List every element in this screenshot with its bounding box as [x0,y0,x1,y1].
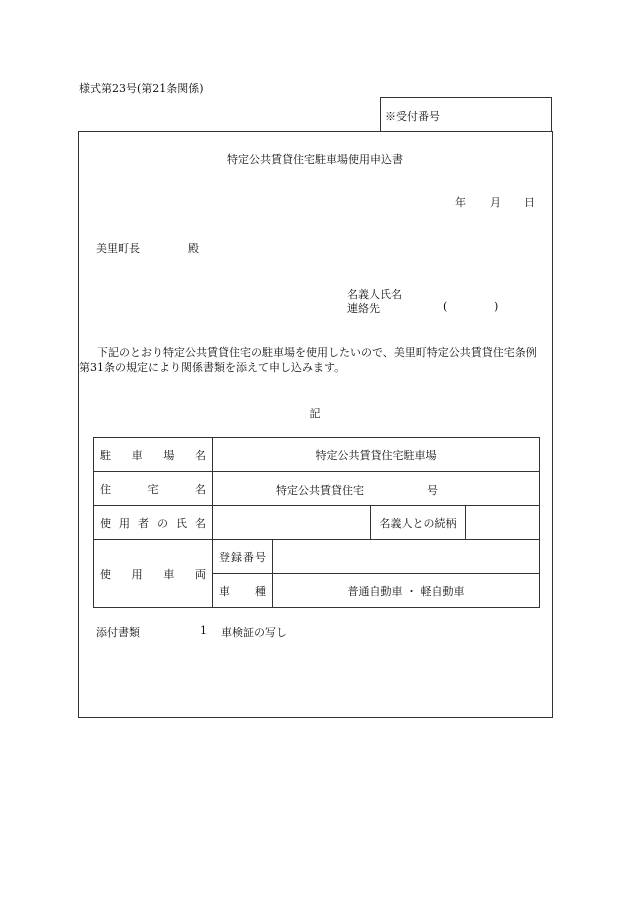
user-name-label: 使用者の氏名 [94,506,213,540]
table-row-vehicle-reg [94,540,540,574]
ki-heading: 記 [309,407,321,420]
form-frame [78,131,553,718]
application-statement: 下記のとおり特定公共賃貸住宅の駐車場を使用したいので、美里町特定公共賃貸住宅条例第31条の規定により関係書類を添えて申し込みます。 [79,346,537,374]
relation-field[interactable] [466,506,540,540]
registration-number-label: 登録番号 [213,540,273,574]
form-number: 様式第23号(第21条関係) [79,82,204,95]
vehicle-label: 使用車両 [94,540,213,608]
user-name-field[interactable] [213,506,371,540]
attachments-label: 添付書類 [96,626,140,639]
contact-paren-open: ( [443,300,448,313]
table-row-user [94,506,540,540]
registration-number-field[interactable] [273,540,540,574]
house-name-label: 住宅名 [94,472,213,506]
addressee: 美里町長 [96,242,140,255]
table-row-parking [94,438,540,472]
table-row-house [94,472,540,506]
date-day-label: 日 [524,196,535,209]
attachment-number: 1 [200,624,207,637]
applicant-name-label: 名義人氏名 [347,288,402,301]
document-title: 特定公共賃貸住宅駐車場使用申込書 [227,153,403,166]
parking-name-label: 駐車場名 [94,438,213,472]
contact-paren-close: ) [494,300,499,313]
contact-label: 連絡先 [347,302,380,315]
receipt-number-label: ※受付番号 [385,110,440,123]
relation-label: 名義人との続柄 [371,506,466,540]
addressee-honorific: 殿 [188,242,199,255]
attachment-item: 車検証の写し [221,626,287,639]
vehicle-type-label: 車種 [213,574,273,608]
parking-name-value: 特定公共賃貸住宅駐車場 [213,438,540,472]
date-year-label: 年 [455,196,466,209]
receipt-number-box [380,97,552,131]
vehicle-type-options[interactable]: 普通自動車 ・ 軽自動車 [273,574,540,608]
house-name-value-cell [213,472,540,506]
house-name-value: 特定公共賃貸住宅 [276,484,364,497]
date-month-label: 月 [490,196,501,209]
application-details-table [93,437,540,608]
house-number-suffix: 号 [427,484,438,497]
